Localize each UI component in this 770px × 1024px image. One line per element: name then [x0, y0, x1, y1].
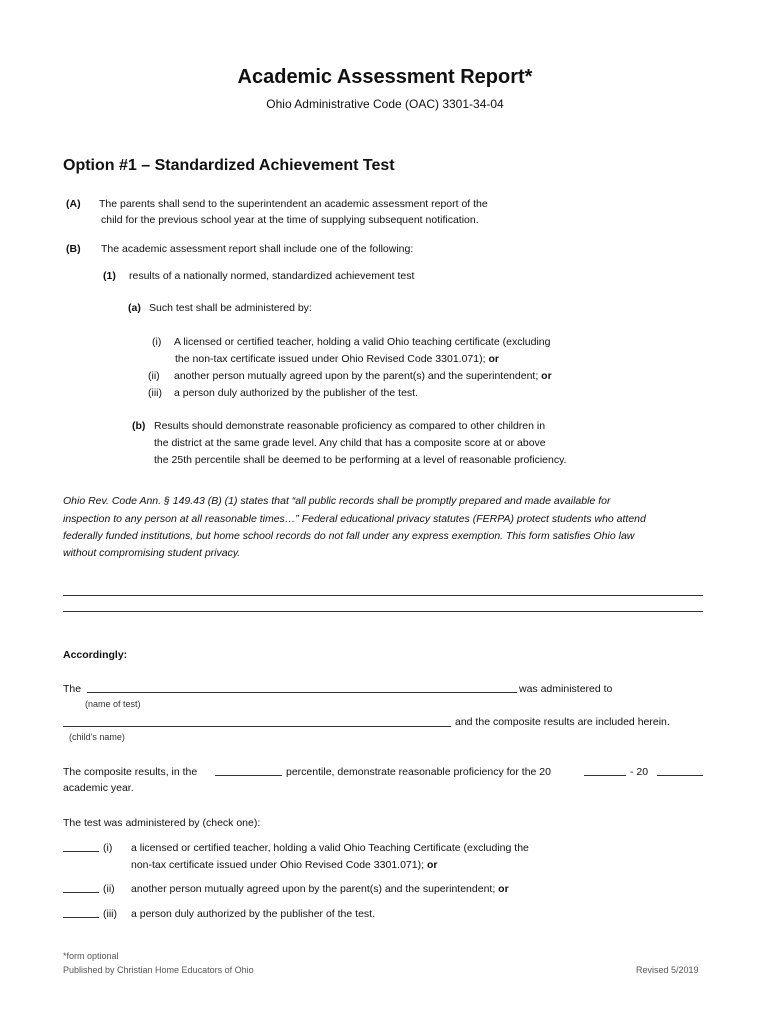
- subitem-b-line1: Results should demonstrate reasonable proficiency as compared to other children in: [154, 420, 546, 432]
- check-blank-ii[interactable]: [63, 892, 99, 893]
- option-heading: Option #1 – Standardized Achievement Test: [63, 157, 395, 174]
- item-1-text: results of a nationally normed, standardized achievement test: [129, 270, 415, 282]
- accordingly-label: Accordingly:: [63, 649, 128, 661]
- clause-a-line1: The parents shall send to the superintendent an academic assessment report of the: [99, 198, 488, 210]
- page-title: Academic Assessment Report*: [237, 66, 533, 88]
- legal-note-line2: inspection to any person at all reasonable times…” Federal educational privacy statutes (FERPA) protect students who attend: [63, 513, 646, 525]
- composite-line2: academic year.: [63, 782, 134, 794]
- subitem-a-text: Such test shall be administered by:: [149, 302, 312, 314]
- roman-i-label: (i): [152, 336, 162, 348]
- roman-ii-label: (ii): [148, 370, 160, 382]
- subitem-a-label: (a): [128, 302, 141, 314]
- page-subtitle: Ohio Administrative Code (OAC) 3301-34-04: [266, 97, 504, 111]
- or-label: or: [488, 353, 499, 365]
- or-label: or: [541, 370, 552, 382]
- clause-a-label: (A): [66, 198, 81, 210]
- check-i-label: (i): [103, 842, 113, 854]
- clause-b-text: The academic assessment report shall include one of the following:: [101, 243, 414, 255]
- roman-i-line2-text: the non-tax certificate issued under Ohio Revised Code 3301.071);: [175, 353, 486, 365]
- year-start-field[interactable]: [584, 775, 626, 776]
- or-label: or: [498, 883, 509, 895]
- check-blank-iii[interactable]: [63, 917, 99, 918]
- child-name-field[interactable]: [63, 726, 451, 727]
- check-iii-label: (iii): [103, 908, 117, 920]
- clause-a-line2: child for the previous school year at the time of supplying subsequent notification.: [101, 214, 479, 226]
- check-ii-text-content: another person mutually agreed upon by the parent(s) and the superintendent;: [131, 883, 496, 895]
- check-i-line2: [131, 857, 437, 874]
- composite-line1-b: percentile, demonstrate reasonable proficiency for the 20: [286, 766, 551, 778]
- roman-iii-label: (iii): [148, 387, 162, 399]
- or-label: or: [426, 859, 438, 871]
- roman-i-line2: [175, 351, 499, 368]
- the-label: The: [63, 683, 82, 695]
- composite-line1-c: - 20: [630, 766, 649, 778]
- roman-ii-text: [174, 368, 552, 385]
- was-administered-label: was administered to: [519, 683, 613, 695]
- legal-note-line3: federally funded institutions, but home school records do not fall under any express exemption. This form satisfies Ohio law: [63, 530, 635, 542]
- check-iii-text: a person duly authorized by the publisher of the test.: [131, 908, 375, 920]
- roman-iii-text: a person duly authorized by the publisher of the test.: [174, 387, 418, 399]
- check-ii-text: [131, 881, 509, 898]
- composite-included-label: and the composite results are included herein.: [455, 716, 670, 728]
- legal-note-line4: without compromising student privacy.: [63, 547, 241, 559]
- test-name-field[interactable]: [87, 692, 517, 693]
- subitem-b-line2: the district at the same grade level. Any child that has a composite score at or above: [154, 437, 546, 449]
- subitem-b-label: (b): [132, 420, 146, 432]
- childs-name-caption: (child’s name): [69, 732, 125, 742]
- blank-line-1[interactable]: [63, 595, 703, 596]
- clause-b-label: (B): [66, 243, 81, 255]
- publisher-credit: Published by Christian Home Educators of Ohio: [63, 965, 254, 975]
- item-1-label: (1): [103, 270, 116, 282]
- check-one-label: The test was administered by (check one):: [63, 817, 261, 829]
- revision-date: Revised 5/2019: [636, 965, 699, 975]
- blank-line-2[interactable]: [63, 611, 703, 612]
- name-of-test-caption: (name of test): [85, 699, 141, 709]
- roman-ii-text-content: another person mutually agreed upon by the parent(s) and the superintendent;: [174, 370, 539, 382]
- legal-note-line1: Ohio Rev. Code Ann. § 149.43 (B) (1) states that “all public records shall be promptly prepared and made available for: [63, 495, 611, 507]
- subitem-b-line3: the 25th percentile shall be deemed to be performing at a level of reasonable proficiency.: [154, 454, 567, 466]
- check-ii-label: (ii): [103, 883, 115, 895]
- check-i-line2-text: non-tax certificate issued under Ohio Revised Code 3301.071);: [131, 859, 425, 871]
- check-i-line1: a licensed or certified teacher, holding a valid Ohio Teaching Certificate (excluding the: [131, 842, 529, 854]
- composite-line1-a: The composite results, in the: [63, 766, 198, 778]
- percentile-field[interactable]: [215, 775, 282, 776]
- check-blank-i[interactable]: [63, 851, 99, 852]
- roman-i-line1: A licensed or certified teacher, holding a valid Ohio teaching certificate (excluding: [174, 336, 551, 348]
- footnote: *form optional: [63, 951, 119, 961]
- year-end-field[interactable]: [657, 775, 703, 776]
